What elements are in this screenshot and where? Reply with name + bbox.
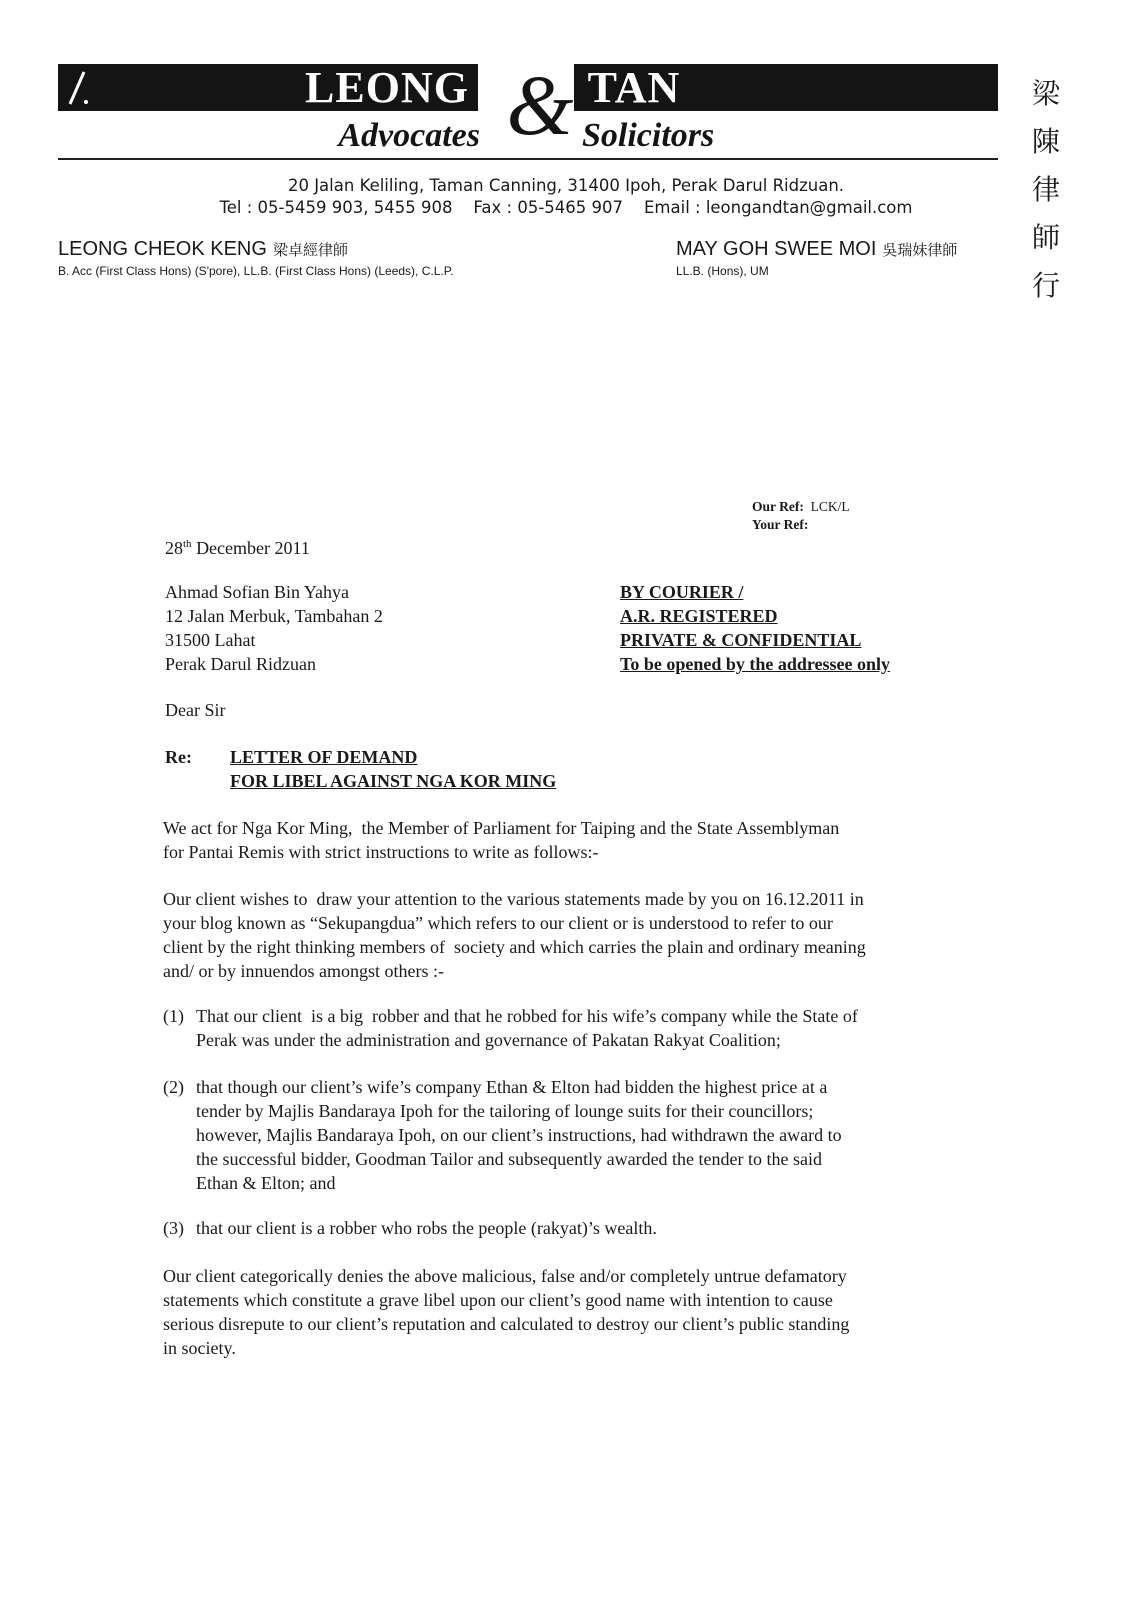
- paragraph-line: in society.: [163, 1338, 236, 1358]
- delivery-instructions: [620, 580, 890, 676]
- lawyer-goh: [676, 238, 957, 278]
- paragraph-statements: [163, 887, 948, 983]
- list-item-line: that our client is a robber who robs the people (rakyat)’s wealth.: [196, 1218, 657, 1238]
- re-subject-line: FOR LIBEL AGAINST NGA KOR MING: [230, 771, 557, 791]
- paragraph-intro: [163, 816, 948, 864]
- lawyer-chinese-name: 梁卓經律師: [272, 241, 348, 259]
- letterhead-divider: [58, 158, 998, 160]
- delivery-line: PRIVATE & CONFIDENTIAL: [620, 630, 862, 650]
- list-item: [163, 1216, 948, 1240]
- paragraph-line: your blog known as “Sekupangdua” which refers to our client or is understood to refer to our: [163, 913, 833, 933]
- date-month-year: December 2011: [191, 538, 310, 558]
- delivery-line: BY COURIER /: [620, 582, 744, 602]
- lawyer-qualifications: B. Acc (First Class Hons) (S'pore), LL.B. (First Class Hons) (Leeds), C.L.P.: [58, 264, 454, 278]
- addressee-line: 12 Jalan Merbuk, Tambahan 2: [165, 606, 383, 626]
- chinese-char: 梁: [1031, 77, 1060, 110]
- chinese-firm-name: [1026, 70, 1066, 310]
- date-day: 28: [165, 538, 183, 558]
- addressee-line: Perak Darul Ridzuan: [165, 654, 316, 674]
- addressee-block: [165, 580, 383, 676]
- addressee-line: Ahmad Sofian Bin Yahya: [165, 582, 349, 602]
- chinese-char: 律: [1031, 173, 1060, 206]
- list-item: [163, 1004, 948, 1052]
- lawyer-chinese-name: 吳瑞妹律師: [882, 241, 958, 259]
- chinese-char: 陳: [1031, 125, 1060, 158]
- firm-address: 20 Jalan Keliling, Taman Canning, 31400 Ipoh, Perak Darul Ridzuan.: [287, 176, 845, 195]
- scan-mark-icon: [62, 66, 102, 110]
- list-item-line: tender by Majlis Bandaraya Ipoh for the tailoring of lounge suits for their councillors;: [196, 1101, 814, 1121]
- re-label: Re:: [165, 747, 192, 767]
- firm-name-tan: TAN: [576, 66, 692, 110]
- list-item-number: (2): [163, 1077, 184, 1097]
- paragraph-line: statements which constitute a grave libel upon our client’s good name with intention to cause: [163, 1290, 833, 1310]
- firm-ampersand: &: [506, 57, 574, 153]
- paragraph-line: serious disrepute to our client’s reputation and calculated to destroy our client’s public standing: [163, 1314, 850, 1334]
- list-item-line: Ethan & Elton; and: [196, 1173, 336, 1193]
- list-item-line: Perak was under the administration and governance of Pakatan Rakyat Coalition;: [196, 1030, 781, 1050]
- lawyer-name: LEONG CHEOK KENG: [58, 238, 267, 260]
- reference-block: [752, 498, 850, 534]
- paragraph-denial: [163, 1264, 948, 1360]
- subtitle-solicitors: Solicitors: [582, 117, 715, 154]
- paragraph-line: and/ or by innuendos amongst others :-: [163, 961, 444, 981]
- paragraph-line: client by the right thinking members of society and which carries the plain and ordinary meaning: [163, 937, 866, 957]
- list-item-number: (3): [163, 1218, 184, 1238]
- addressee-line: 31500 Lahat: [165, 630, 256, 650]
- date-suffix: th: [183, 538, 192, 550]
- list-item: [163, 1075, 948, 1195]
- chinese-char: 師: [1031, 221, 1060, 254]
- our-ref-label: Our Ref:: [752, 499, 804, 514]
- firm-phone-email: Tel : 05-5459 903, 5455 908 Fax : 05-5465 907 Email : leongandtan@gmail.com: [219, 198, 913, 217]
- lawyer-name: MAY GOH SWEE MOI: [676, 238, 877, 260]
- letter-date: [165, 532, 310, 560]
- delivery-line: To be opened by the addressee only: [620, 654, 891, 674]
- re-subject: [230, 745, 556, 793]
- delivery-line: A.R. REGISTERED: [620, 606, 778, 626]
- subtitle-advocates: Advocates: [338, 117, 480, 154]
- chinese-char: 行: [1031, 269, 1060, 302]
- re-subject-line: LETTER OF DEMAND: [230, 747, 418, 767]
- list-item-line: that though our client’s wife’s company Ethan & Elton had bidden the highest price at a: [196, 1077, 828, 1097]
- list-item-line: the successful bidder, Goodman Tailor and subsequently awarded the tender to the said: [196, 1149, 823, 1169]
- firm-name-leong: LEONG: [300, 66, 474, 110]
- salutation: Dear Sir: [165, 700, 226, 720]
- paragraph-line: We act for Nga Kor Ming, the Member of Parliament for Taiping and the State Assemblyman: [163, 818, 840, 838]
- list-item-line: however, Majlis Bandaraya Ipoh, on our client’s instructions, had withdrawn the award to: [196, 1125, 842, 1145]
- your-ref-label: Your Ref:: [752, 517, 809, 532]
- paragraph-line: Our client wishes to draw your attention to the various statements made by you on 16.12.2011 in: [163, 889, 864, 909]
- lawyer-leong: [58, 238, 454, 278]
- lawyer-qualifications: LL.B. (Hons), UM: [676, 264, 769, 278]
- paragraph-line: for Pantai Remis with strict instructions to write as follows:-: [163, 842, 599, 862]
- firm-contact-block: [0, 175, 1132, 219]
- paragraph-line: Our client categorically denies the above malicious, false and/or completely untrue defamatory: [163, 1266, 847, 1286]
- our-ref-value: LCK/L: [810, 499, 850, 514]
- list-item-number: (1): [163, 1006, 184, 1026]
- list-item-line: That our client is a big robber and that he robbed for his wife’s company while the State of: [196, 1006, 858, 1026]
